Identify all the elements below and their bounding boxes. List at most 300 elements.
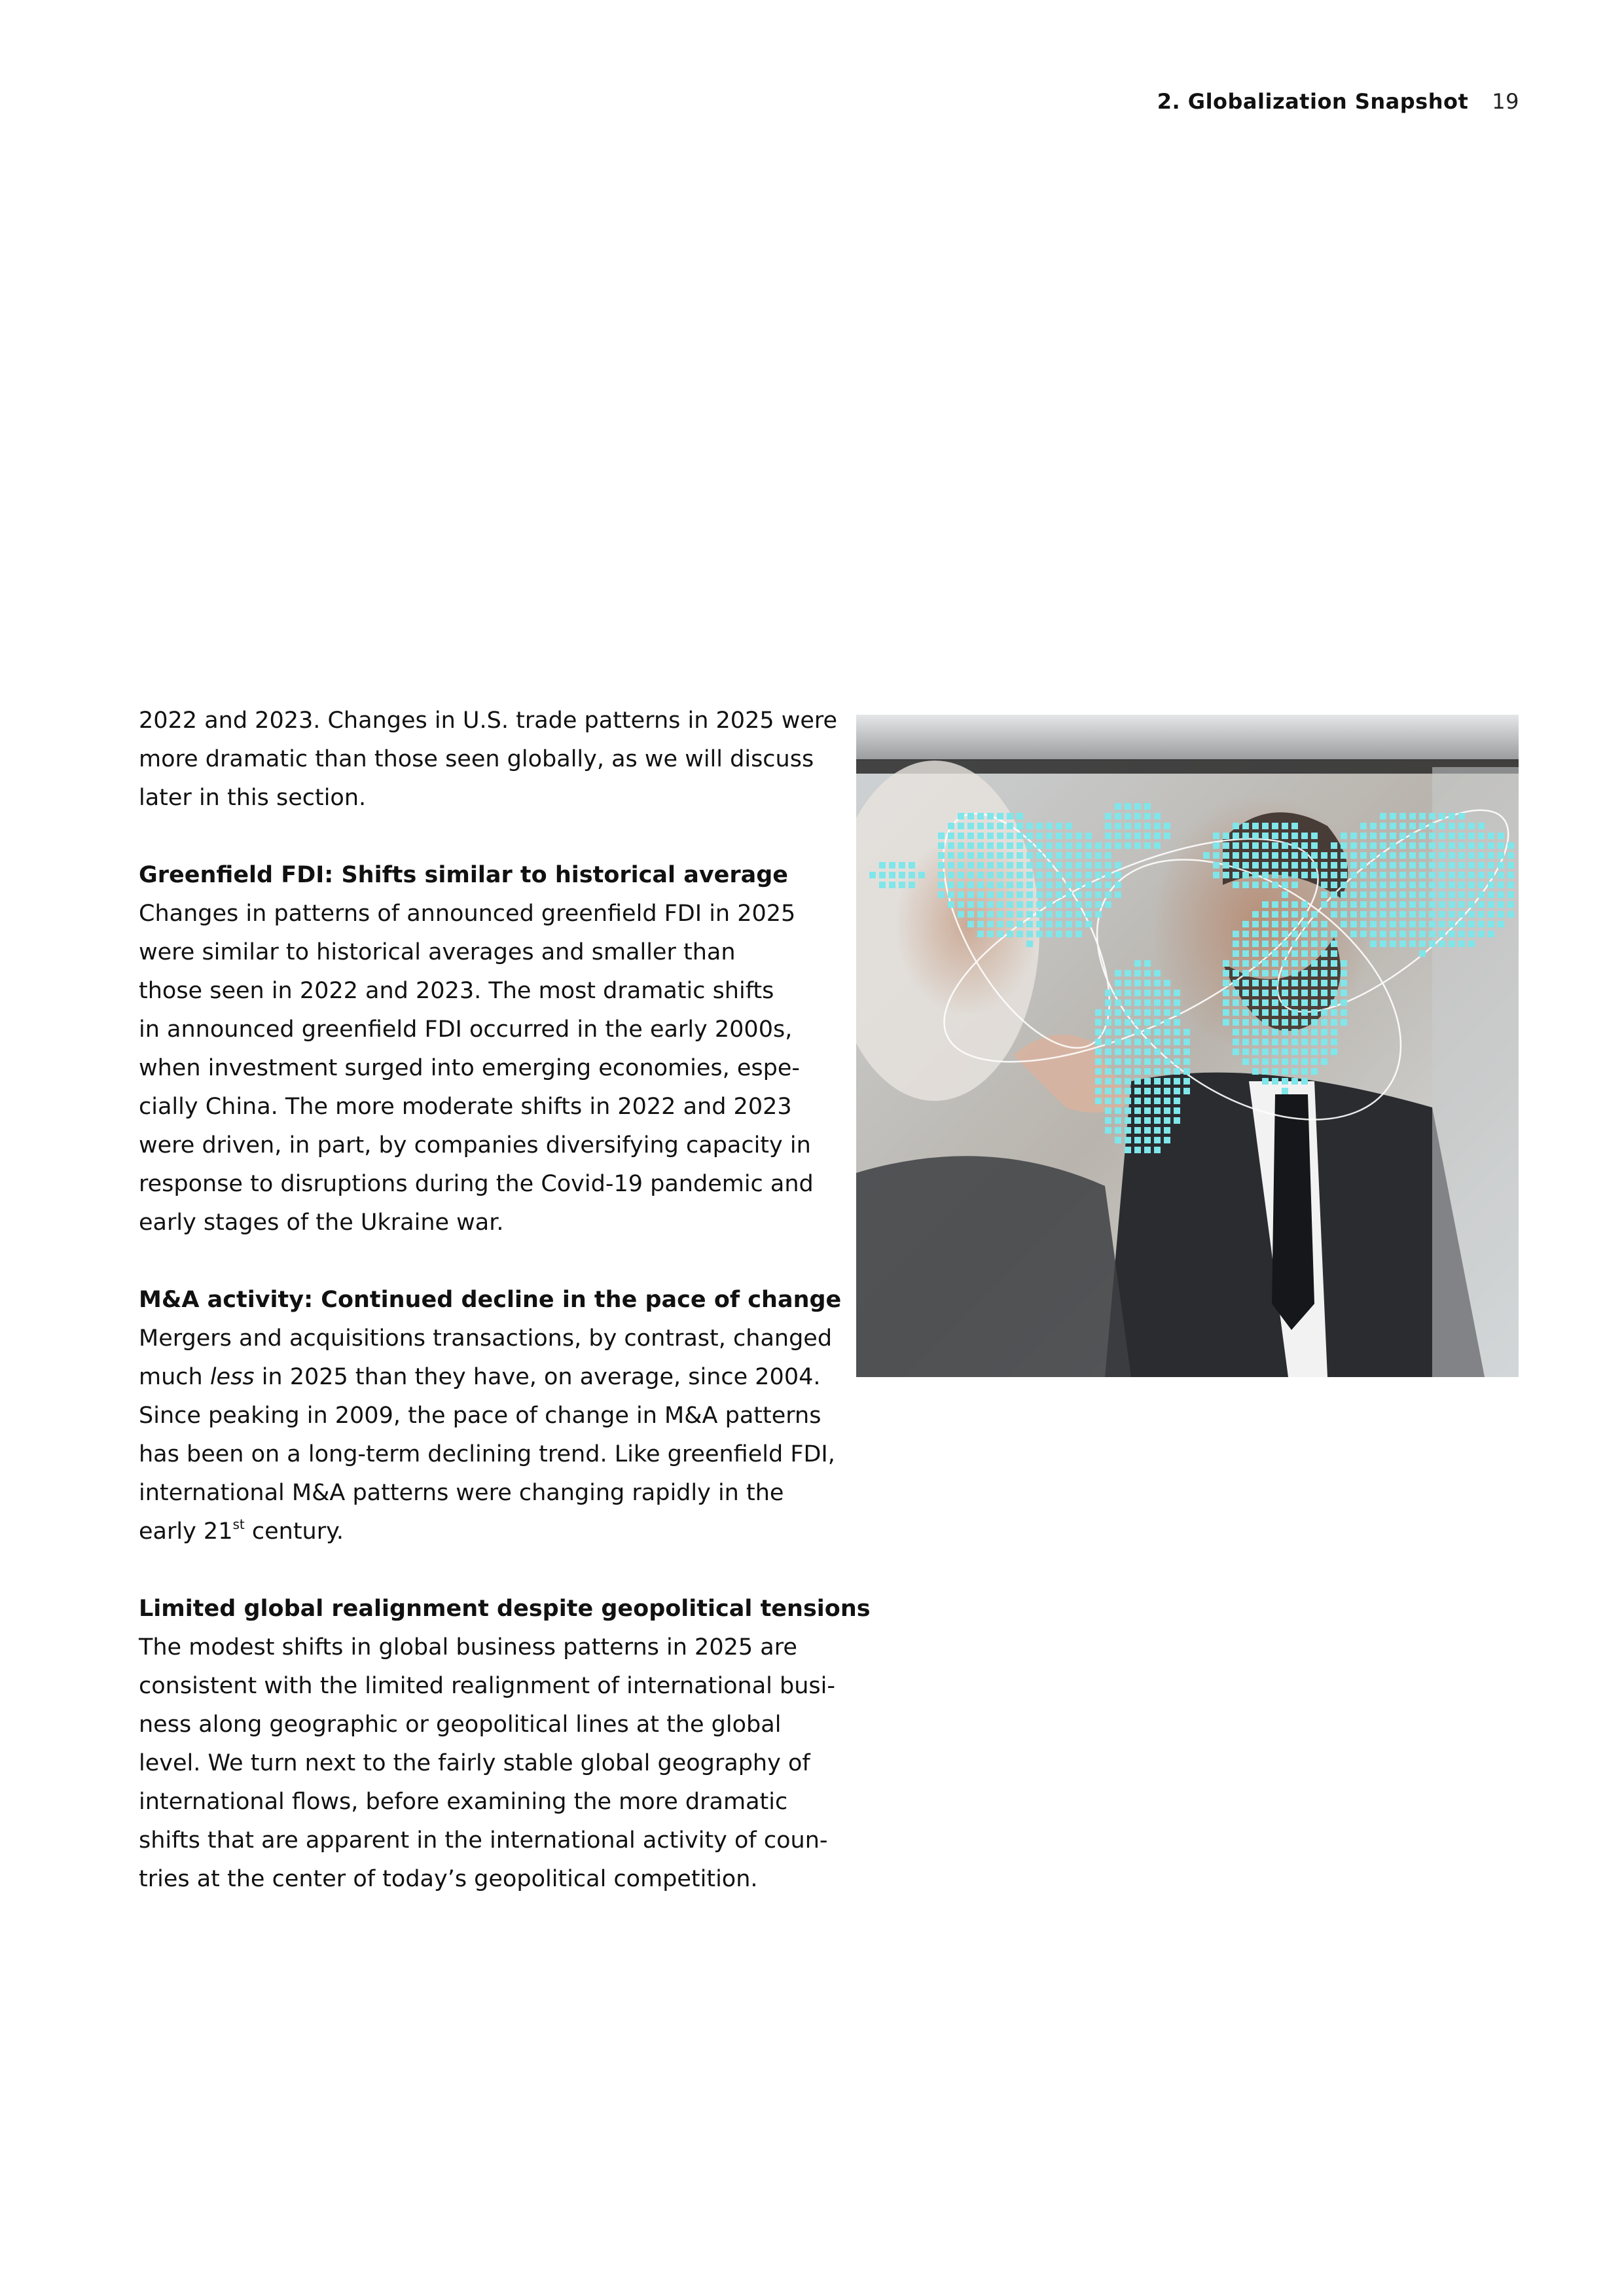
map-dot (1085, 842, 1092, 849)
map-dot (1439, 941, 1445, 947)
map-dot (1046, 911, 1053, 918)
map-dot (1439, 931, 1445, 937)
map-dot (1046, 872, 1053, 878)
map-dot (1095, 901, 1102, 908)
map-dot (1164, 1058, 1170, 1065)
map-dot (1242, 1039, 1249, 1045)
map-dot (1429, 872, 1435, 878)
map-dot (1478, 852, 1485, 859)
map-dot (1301, 1039, 1308, 1045)
map-dot (1311, 931, 1318, 937)
map-dot (1242, 990, 1249, 996)
map-dot (1134, 833, 1141, 839)
map-dot (1252, 1058, 1259, 1065)
map-dot (1282, 990, 1288, 996)
map-dot (1164, 1009, 1170, 1016)
text-line: were similar to historical averages and smaller than (139, 939, 736, 965)
map-dot (1154, 980, 1161, 986)
man-tie (1272, 1094, 1314, 1330)
map-dot (1468, 852, 1475, 859)
map-dot (1370, 931, 1377, 937)
text-line: when investment surged into emerging economies, espe- (139, 1055, 801, 1081)
map-dot (879, 882, 886, 888)
foreground-shoulder (856, 1156, 1131, 1377)
map-dot (899, 872, 905, 878)
map-dot (1046, 921, 1053, 927)
map-dot (1115, 980, 1121, 986)
map-dot (1321, 1019, 1327, 1026)
map-dot (1242, 872, 1249, 878)
map-dot (1125, 803, 1131, 810)
map-dot (958, 891, 964, 898)
map-dot (1036, 921, 1043, 927)
map-dot (1017, 842, 1023, 849)
map-dot (1007, 862, 1013, 869)
map-dot (1154, 1088, 1161, 1094)
map-dot (1154, 1137, 1161, 1143)
map-dot (1262, 950, 1269, 957)
map-dot (1331, 842, 1337, 849)
map-dot (1164, 1117, 1170, 1124)
map-dot (1341, 833, 1347, 839)
map-dot (1252, 852, 1259, 859)
map-dot (1360, 842, 1367, 849)
map-dot (1331, 999, 1337, 1006)
map-dot (1262, 1068, 1269, 1075)
text-line: cially China. The more moderate shifts in 2022 and 2023 (139, 1094, 792, 1120)
map-dot (1036, 872, 1043, 878)
map-dot (1007, 891, 1013, 898)
map-dot (1036, 882, 1043, 888)
map-dot (1056, 842, 1062, 849)
map-dot (1134, 1117, 1141, 1124)
map-dot (1007, 911, 1013, 918)
map-dot (1154, 833, 1161, 839)
map-dot (1095, 1029, 1102, 1035)
map-dot (1429, 941, 1435, 947)
map-dot (1341, 911, 1347, 918)
map-dot (1409, 901, 1416, 908)
map-dot (1331, 1009, 1337, 1016)
map-dot (1272, 833, 1278, 839)
map-dot (1105, 882, 1111, 888)
map-dot (1164, 999, 1170, 1006)
map-dot (1026, 931, 1033, 937)
map-dot (1134, 1078, 1141, 1085)
text-line: in announced greenfield FDI occurred in the early 2000s, (139, 1016, 793, 1043)
map-dot (1115, 1088, 1121, 1094)
map-dot (1311, 842, 1318, 849)
map-dot (1252, 999, 1259, 1006)
map-dot (1125, 1019, 1131, 1026)
map-dot (1233, 960, 1239, 967)
map-dot (1331, 852, 1337, 859)
map-dot (1242, 862, 1249, 869)
map-dot (1026, 823, 1033, 829)
map-dot (1311, 1019, 1318, 1026)
map-dot (1291, 1029, 1298, 1035)
map-dot (1399, 901, 1406, 908)
map-dot (1154, 1029, 1161, 1035)
map-dot (1164, 1068, 1170, 1075)
map-dot (938, 852, 945, 859)
map-dot (1046, 901, 1053, 908)
map-dot (958, 901, 964, 908)
map-dot (1301, 1058, 1308, 1065)
map-dot (1105, 1039, 1111, 1045)
window-frame-top (856, 715, 1519, 761)
map-dot (1164, 1098, 1170, 1104)
map-dot (1399, 852, 1406, 859)
map-dot (1026, 842, 1033, 849)
map-dot (1134, 803, 1141, 810)
map-dot (1498, 921, 1504, 927)
map-dot (1350, 911, 1357, 918)
map-dot (1301, 862, 1308, 869)
map-dot (1026, 862, 1033, 869)
map-dot (1164, 1088, 1170, 1094)
mna-heading: M&A activity: Continued decline in the pace of change (139, 1287, 842, 1313)
map-dot (997, 931, 1003, 937)
text-segment: early 21 (139, 1518, 233, 1545)
map-dot (1075, 921, 1082, 927)
map-dot (1399, 941, 1406, 947)
map-dot (1026, 941, 1033, 947)
map-dot (1311, 921, 1318, 927)
map-dot (1017, 921, 1023, 927)
map-dot (1105, 1107, 1111, 1114)
map-dot (1478, 901, 1485, 908)
map-dot (1017, 813, 1023, 819)
map-dot (1125, 1107, 1131, 1114)
map-dot (1174, 1078, 1180, 1085)
map-dot (1321, 1039, 1327, 1045)
map-dot (1301, 960, 1308, 967)
map-dot (1458, 842, 1465, 849)
map-dot (1026, 891, 1033, 898)
map-dot (1056, 901, 1062, 908)
map-dot (1174, 1049, 1180, 1055)
map-dot (1075, 911, 1082, 918)
map-dot (1399, 842, 1406, 849)
map-dot (1242, 1058, 1249, 1065)
map-dot (1321, 901, 1327, 908)
map-dot (967, 833, 974, 839)
map-dot (1331, 931, 1337, 937)
map-dot (958, 872, 964, 878)
map-dot (1095, 872, 1102, 878)
map-dot (1429, 931, 1435, 937)
map-dot (1331, 950, 1337, 957)
map-dot (967, 891, 974, 898)
map-dot (1066, 911, 1072, 918)
map-dot (1429, 833, 1435, 839)
map-dot (1252, 882, 1259, 888)
map-dot (1223, 852, 1229, 859)
map-dot (1017, 911, 1023, 918)
map-dot (1488, 842, 1494, 849)
map-dot (1105, 813, 1111, 819)
map-dot (1144, 1117, 1151, 1124)
map-dot (1272, 990, 1278, 996)
map-dot (1007, 852, 1013, 859)
map-dot (1144, 803, 1151, 810)
map-dot (1095, 911, 1102, 918)
map-dot (1282, 941, 1288, 947)
map-dot (1262, 842, 1269, 849)
map-dot (1282, 852, 1288, 859)
map-dot (997, 833, 1003, 839)
map-dot (967, 823, 974, 829)
map-dot (1341, 852, 1347, 859)
map-dot (1115, 1137, 1121, 1143)
text-line: 2022 and 2023. Changes in U.S. trade patterns in 2025 were (139, 708, 838, 734)
map-dot (1380, 911, 1386, 918)
map-dot (1399, 891, 1406, 898)
map-dot (987, 852, 994, 859)
map-dot (1360, 852, 1367, 859)
map-dot (1360, 882, 1367, 888)
map-dot (1233, 1019, 1239, 1026)
map-dot (1449, 921, 1455, 927)
map-dot (1183, 1049, 1190, 1055)
map-dot (1085, 901, 1092, 908)
map-dot (1449, 813, 1455, 819)
map-dot (1125, 1058, 1131, 1065)
map-dot (1360, 833, 1367, 839)
map-dot (1291, 852, 1298, 859)
map-dot (1350, 842, 1357, 849)
map-dot (1125, 990, 1131, 996)
map-dot (1419, 862, 1426, 869)
map-dot (1233, 950, 1239, 957)
map-dot (1331, 1049, 1337, 1055)
map-dot (1046, 833, 1053, 839)
map-dot (1291, 970, 1298, 977)
map-dot (909, 862, 915, 869)
map-dot (1252, 862, 1259, 869)
map-dot (1282, 842, 1288, 849)
map-dot (1262, 882, 1269, 888)
map-dot (1036, 842, 1043, 849)
map-dot (1115, 1078, 1121, 1085)
map-dot (1311, 1049, 1318, 1055)
map-dot (1321, 891, 1327, 898)
map-dot (997, 911, 1003, 918)
map-dot (977, 882, 984, 888)
map-dot (1341, 960, 1347, 967)
map-dot (1291, 960, 1298, 967)
map-dot (1095, 1009, 1102, 1016)
map-dot (1291, 872, 1298, 878)
map-dot (1046, 931, 1053, 937)
map-dot (1282, 1029, 1288, 1035)
map-dot (1390, 813, 1396, 819)
map-dot (1272, 1058, 1278, 1065)
map-dot (889, 882, 895, 888)
map-dot (1429, 852, 1435, 859)
map-dot (1350, 901, 1357, 908)
map-dot (1488, 852, 1494, 859)
map-dot (1144, 990, 1151, 996)
map-dot (958, 842, 964, 849)
map-dot (1134, 1058, 1141, 1065)
map-dot (1252, 1009, 1259, 1016)
text-line: tries at the center of today’s geopolitical competition. (139, 1866, 758, 1892)
map-dot (1507, 872, 1514, 878)
map-dot (958, 862, 964, 869)
map-dot (1154, 1049, 1161, 1055)
map-dot (1213, 852, 1219, 859)
map-dot (1017, 823, 1023, 829)
text-line: early stages of the Ukraine war. (139, 1210, 504, 1236)
map-dot (1409, 842, 1416, 849)
map-dot (1380, 872, 1386, 878)
map-dot (958, 911, 964, 918)
map-dot (1056, 911, 1062, 918)
map-dot (1291, 990, 1298, 996)
map-dot (1262, 941, 1269, 947)
map-dot (1115, 990, 1121, 996)
map-dot (1409, 862, 1416, 869)
map-dot (1380, 901, 1386, 908)
map-dot (1272, 941, 1278, 947)
map-dot (1223, 960, 1229, 967)
map-dot (1399, 833, 1406, 839)
map-dot (987, 901, 994, 908)
map-dot (1488, 891, 1494, 898)
map-dot (1507, 911, 1514, 918)
map-dot (1282, 970, 1288, 977)
map-dot (1252, 872, 1259, 878)
map-dot (1409, 823, 1416, 829)
map-dot (1399, 862, 1406, 869)
map-dot (1242, 970, 1249, 977)
map-dot (977, 862, 984, 869)
map-dot (1233, 1049, 1239, 1055)
map-dot (1262, 1049, 1269, 1055)
map-dot (1409, 931, 1416, 937)
map-dot (1449, 842, 1455, 849)
map-dot (1144, 1068, 1151, 1075)
map-dot (1272, 1049, 1278, 1055)
map-dot (1419, 833, 1426, 839)
map-dot (1115, 970, 1121, 977)
map-dot (899, 862, 905, 869)
map-dot (1144, 1019, 1151, 1026)
map-dot (1017, 833, 1023, 839)
map-dot (1272, 872, 1278, 878)
map-dot (1311, 1068, 1318, 1075)
map-dot (1272, 1009, 1278, 1016)
map-dot (1390, 891, 1396, 898)
map-dot (909, 872, 915, 878)
map-dot (948, 862, 954, 869)
map-dot (1380, 921, 1386, 927)
map-dot (1017, 862, 1023, 869)
map-dot (1174, 1107, 1180, 1114)
map-dot (1056, 931, 1062, 937)
map-dot (1370, 833, 1377, 839)
map-dot (997, 842, 1003, 849)
map-dot (1311, 872, 1318, 878)
map-dot (1154, 1098, 1161, 1104)
map-dot (1095, 1068, 1102, 1075)
map-dot (948, 872, 954, 878)
map-dot (1301, 1019, 1308, 1026)
map-dot (1282, 1009, 1288, 1016)
section-title: 2. Globalization Snapshot (1157, 89, 1469, 114)
map-dot (1419, 852, 1426, 859)
map-dot (967, 813, 974, 819)
map-dot (948, 882, 954, 888)
map-dot (1125, 980, 1131, 986)
map-dot (1341, 862, 1347, 869)
map-dot (1282, 980, 1288, 986)
map-dot (1282, 960, 1288, 967)
map-dot (1252, 931, 1259, 937)
map-dot (1134, 1127, 1141, 1134)
map-dot (918, 872, 925, 878)
map-dot (1409, 941, 1416, 947)
map-dot (1321, 990, 1327, 996)
map-dot (1252, 990, 1259, 996)
map-dot (1449, 852, 1455, 859)
map-dot (1242, 882, 1249, 888)
map-dot (938, 891, 945, 898)
map-dot (977, 911, 984, 918)
map-dot (1262, 931, 1269, 937)
map-dot (1144, 1039, 1151, 1045)
text-line: consistent with the limited realignment of international busi- (139, 1673, 835, 1699)
map-dot (1439, 872, 1445, 878)
map-dot (1439, 852, 1445, 859)
map-dot (1429, 891, 1435, 898)
map-dot (1252, 1049, 1259, 1055)
map-dot (1233, 842, 1239, 849)
map-dot (1095, 1078, 1102, 1085)
map-dot (987, 891, 994, 898)
map-dot (1007, 813, 1013, 819)
map-dot (1399, 872, 1406, 878)
map-dot (1311, 1039, 1318, 1045)
map-dot (1380, 941, 1386, 947)
map-dot (1115, 833, 1121, 839)
map-dot (1478, 882, 1485, 888)
map-dot (1488, 901, 1494, 908)
map-dot (1419, 842, 1426, 849)
map-dot (1301, 911, 1308, 918)
map-dot (1478, 833, 1485, 839)
map-dot (1154, 813, 1161, 819)
map-dot (1321, 1029, 1327, 1035)
map-dot (1458, 921, 1465, 927)
map-dot (1125, 1009, 1131, 1016)
map-dot (1419, 872, 1426, 878)
map-dot (1252, 823, 1259, 829)
map-dot (1301, 1078, 1308, 1085)
map-dot (1390, 921, 1396, 927)
map-dot (1105, 1019, 1111, 1026)
map-dot (1331, 901, 1337, 908)
map-dot (1350, 921, 1357, 927)
map-dot (1468, 941, 1475, 947)
map-dot (1125, 813, 1131, 819)
map-dot (1390, 941, 1396, 947)
map-dot (1154, 999, 1161, 1006)
map-dot (1282, 950, 1288, 957)
map-dot (1380, 931, 1386, 937)
